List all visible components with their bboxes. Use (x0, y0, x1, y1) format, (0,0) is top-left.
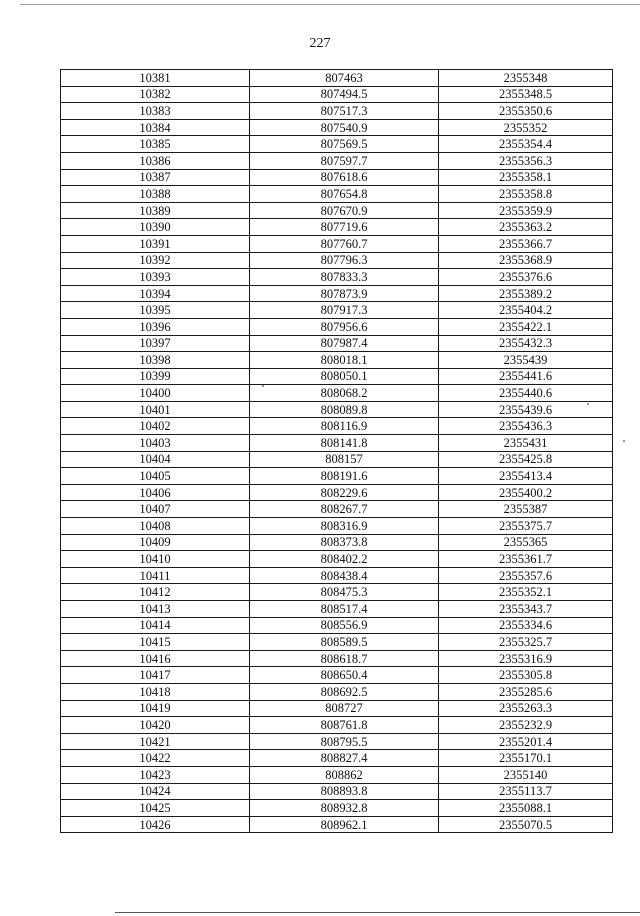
table-row (61, 401, 613, 418)
page-number: 227 (309, 36, 331, 51)
table-row (61, 650, 613, 667)
point-number-cell: 10381 (61, 70, 250, 87)
point-number-cell: 10389 (61, 202, 250, 219)
y-coordinate-cell: 2355343.7 (439, 601, 613, 618)
point-number-cell: 10386 (61, 152, 250, 169)
y-coordinate-cell: 2355389.2 (439, 285, 613, 302)
scan-top-edge (20, 4, 640, 5)
x-coordinate-cell: 808267.7 (250, 501, 439, 518)
y-coordinate-cell: 2355356.3 (439, 152, 613, 169)
y-coordinate-cell: 2355387 (439, 501, 613, 518)
table-row (61, 352, 613, 369)
x-coordinate-cell: 808018.1 (250, 352, 439, 369)
table-row (61, 800, 613, 817)
point-number-cell: 10410 (61, 551, 250, 568)
point-number-cell: 10398 (61, 352, 250, 369)
table-row (61, 368, 613, 385)
x-coordinate-cell: 808589.5 (250, 634, 439, 651)
x-coordinate-cell: 808402.2 (250, 551, 439, 568)
table-row (61, 534, 613, 551)
x-coordinate-cell: 807654.8 (250, 186, 439, 203)
y-coordinate-cell: 2355375.7 (439, 518, 613, 535)
x-coordinate-cell: 807517.3 (250, 103, 439, 120)
table-row (61, 318, 613, 335)
x-coordinate-cell: 807540.9 (250, 119, 439, 136)
table-row (61, 750, 613, 767)
x-coordinate-cell: 808556.9 (250, 617, 439, 634)
x-coordinate-cell: 808191.6 (250, 468, 439, 485)
y-coordinate-cell: 2355354.4 (439, 136, 613, 153)
point-number-cell: 10385 (61, 136, 250, 153)
point-number-cell: 10417 (61, 667, 250, 684)
table-row (61, 285, 613, 302)
y-coordinate-cell: 2355201.4 (439, 733, 613, 750)
x-coordinate-cell: 808116.9 (250, 418, 439, 435)
x-coordinate-cell: 808475.3 (250, 584, 439, 601)
point-number-cell: 10418 (61, 683, 250, 700)
y-coordinate-cell: 2355350.6 (439, 103, 613, 120)
point-number-cell: 10422 (61, 750, 250, 767)
x-coordinate-cell: 808932.8 (250, 800, 439, 817)
x-coordinate-cell: 807719.6 (250, 219, 439, 236)
point-number-cell: 10416 (61, 650, 250, 667)
x-coordinate-cell: 807618.6 (250, 169, 439, 186)
scan-speck (623, 440, 625, 442)
x-coordinate-cell: 807987.4 (250, 335, 439, 352)
coordinate-table (60, 69, 613, 833)
table-row (61, 783, 613, 800)
point-number-cell: 10415 (61, 634, 250, 651)
table-row (61, 667, 613, 684)
point-number-cell: 10408 (61, 518, 250, 535)
y-coordinate-cell: 2355140 (439, 766, 613, 783)
table-row (61, 733, 613, 750)
y-coordinate-cell: 2355439.6 (439, 401, 613, 418)
x-coordinate-cell: 808373.8 (250, 534, 439, 551)
point-number-cell: 10383 (61, 103, 250, 120)
table-row (61, 119, 613, 136)
x-coordinate-cell: 808316.9 (250, 518, 439, 535)
y-coordinate-cell: 2355285.6 (439, 683, 613, 700)
point-number-cell: 10387 (61, 169, 250, 186)
x-coordinate-cell: 808795.5 (250, 733, 439, 750)
point-number-cell: 10384 (61, 119, 250, 136)
y-coordinate-cell: 2355432.3 (439, 335, 613, 352)
table-row (61, 169, 613, 186)
x-coordinate-cell: 808229.6 (250, 484, 439, 501)
y-coordinate-cell: 2355358.8 (439, 186, 613, 203)
y-coordinate-cell: 2355088.1 (439, 800, 613, 817)
point-number-cell: 10396 (61, 318, 250, 335)
scan-speck (587, 403, 589, 405)
y-coordinate-cell: 2355348.5 (439, 86, 613, 103)
x-coordinate-cell: 807833.3 (250, 269, 439, 286)
y-coordinate-cell: 2355263.3 (439, 700, 613, 717)
y-coordinate-cell: 2355422.1 (439, 318, 613, 335)
scan-bottom-edge (115, 912, 640, 913)
y-coordinate-cell: 2355404.2 (439, 302, 613, 319)
point-number-cell: 10421 (61, 733, 250, 750)
x-coordinate-cell: 808650.4 (250, 667, 439, 684)
table-row (61, 435, 613, 452)
point-number-cell: 10401 (61, 401, 250, 418)
point-number-cell: 10390 (61, 219, 250, 236)
y-coordinate-cell: 2355113.7 (439, 783, 613, 800)
point-number-cell: 10426 (61, 816, 250, 833)
point-number-cell: 10424 (61, 783, 250, 800)
x-coordinate-cell: 808050.1 (250, 368, 439, 385)
x-coordinate-cell: 807597.7 (250, 152, 439, 169)
table-row (61, 634, 613, 651)
x-coordinate-cell: 808141.8 (250, 435, 439, 452)
table-row (61, 717, 613, 734)
x-coordinate-cell: 807569.5 (250, 136, 439, 153)
x-coordinate-cell: 808089.8 (250, 401, 439, 418)
x-coordinate-cell: 808893.8 (250, 783, 439, 800)
point-number-cell: 10392 (61, 252, 250, 269)
y-coordinate-cell: 2355366.7 (439, 235, 613, 252)
table-row (61, 70, 613, 87)
point-number-cell: 10402 (61, 418, 250, 435)
point-number-cell: 10397 (61, 335, 250, 352)
point-number-cell: 10414 (61, 617, 250, 634)
y-coordinate-cell: 2355413.4 (439, 468, 613, 485)
x-coordinate-cell: 808761.8 (250, 717, 439, 734)
table-row (61, 816, 613, 833)
y-coordinate-cell: 2355439 (439, 352, 613, 369)
table-row (61, 103, 613, 120)
point-number-cell: 10405 (61, 468, 250, 485)
y-coordinate-cell: 2355334.6 (439, 617, 613, 634)
x-coordinate-cell: 808157 (250, 451, 439, 468)
table-row (61, 484, 613, 501)
y-coordinate-cell: 2355357.6 (439, 567, 613, 584)
table-row (61, 202, 613, 219)
table-row (61, 269, 613, 286)
table-row (61, 418, 613, 435)
y-coordinate-cell: 2355376.6 (439, 269, 613, 286)
point-number-cell: 10406 (61, 484, 250, 501)
y-coordinate-cell: 2355363.2 (439, 219, 613, 236)
table-row (61, 86, 613, 103)
y-coordinate-cell: 2355325.7 (439, 634, 613, 651)
table-row (61, 186, 613, 203)
x-coordinate-cell: 807873.9 (250, 285, 439, 302)
x-coordinate-cell: 807760.7 (250, 235, 439, 252)
coordinate-table-body (61, 70, 613, 833)
x-coordinate-cell: 808827.4 (250, 750, 439, 767)
point-number-cell: 10420 (61, 717, 250, 734)
point-number-cell: 10411 (61, 567, 250, 584)
point-number-cell: 10382 (61, 86, 250, 103)
x-coordinate-cell: 808618.7 (250, 650, 439, 667)
y-coordinate-cell: 2355352 (439, 119, 613, 136)
point-number-cell: 10404 (61, 451, 250, 468)
y-coordinate-cell: 2355441.6 (439, 368, 613, 385)
x-coordinate-cell: 807956.6 (250, 318, 439, 335)
table-row (61, 551, 613, 568)
table-row (61, 601, 613, 618)
x-coordinate-cell: 807917.3 (250, 302, 439, 319)
y-coordinate-cell: 2355352.1 (439, 584, 613, 601)
point-number-cell: 10423 (61, 766, 250, 783)
y-coordinate-cell: 2355440.6 (439, 385, 613, 402)
table-row (61, 617, 613, 634)
point-number-cell: 10393 (61, 269, 250, 286)
y-coordinate-cell: 2355358.1 (439, 169, 613, 186)
table-row (61, 567, 613, 584)
y-coordinate-cell: 2355359.9 (439, 202, 613, 219)
x-coordinate-cell: 808692.5 (250, 683, 439, 700)
table-row (61, 766, 613, 783)
table-row (61, 683, 613, 700)
point-number-cell: 10425 (61, 800, 250, 817)
x-coordinate-cell: 807494.5 (250, 86, 439, 103)
point-number-cell: 10413 (61, 601, 250, 618)
point-number-cell: 10407 (61, 501, 250, 518)
table-row (61, 501, 613, 518)
y-coordinate-cell: 2355348 (439, 70, 613, 87)
x-coordinate-cell: 807670.9 (250, 202, 439, 219)
point-number-cell: 10400 (61, 385, 250, 402)
table-row (61, 219, 613, 236)
table-row (61, 584, 613, 601)
point-number-cell: 10399 (61, 368, 250, 385)
point-number-cell: 10412 (61, 584, 250, 601)
y-coordinate-cell: 2355365 (439, 534, 613, 551)
y-coordinate-cell: 2355400.2 (439, 484, 613, 501)
table-row (61, 136, 613, 153)
x-coordinate-cell: 808727 (250, 700, 439, 717)
table-row (61, 152, 613, 169)
table-row (61, 235, 613, 252)
table-row (61, 252, 613, 269)
point-number-cell: 10394 (61, 285, 250, 302)
x-coordinate-cell: 807463 (250, 70, 439, 87)
y-coordinate-cell: 2355170.1 (439, 750, 613, 767)
table-row (61, 700, 613, 717)
x-coordinate-cell: 808438.4 (250, 567, 439, 584)
x-coordinate-cell: 808517.4 (250, 601, 439, 618)
y-coordinate-cell: 2355070.5 (439, 816, 613, 833)
point-number-cell: 10409 (61, 534, 250, 551)
point-number-cell: 10391 (61, 235, 250, 252)
x-coordinate-cell: 808962.1 (250, 816, 439, 833)
y-coordinate-cell: 2355431 (439, 435, 613, 452)
point-number-cell: 10388 (61, 186, 250, 203)
y-coordinate-cell: 2355361.7 (439, 551, 613, 568)
y-coordinate-cell: 2355425.8 (439, 451, 613, 468)
y-coordinate-cell: 2355368.9 (439, 252, 613, 269)
table-row (61, 451, 613, 468)
table-row (61, 468, 613, 485)
x-coordinate-cell: 807796.3 (250, 252, 439, 269)
table-row (61, 302, 613, 319)
point-number-cell: 10419 (61, 700, 250, 717)
table-row (61, 518, 613, 535)
table-row (61, 385, 613, 402)
x-coordinate-cell: 808068.2 (250, 385, 439, 402)
y-coordinate-cell: 2355436.3 (439, 418, 613, 435)
point-number-cell: 10403 (61, 435, 250, 452)
table-row (61, 335, 613, 352)
scan-speck (262, 385, 264, 387)
x-coordinate-cell: 808862 (250, 766, 439, 783)
point-number-cell: 10395 (61, 302, 250, 319)
y-coordinate-cell: 2355305.8 (439, 667, 613, 684)
y-coordinate-cell: 2355232.9 (439, 717, 613, 734)
y-coordinate-cell: 2355316.9 (439, 650, 613, 667)
